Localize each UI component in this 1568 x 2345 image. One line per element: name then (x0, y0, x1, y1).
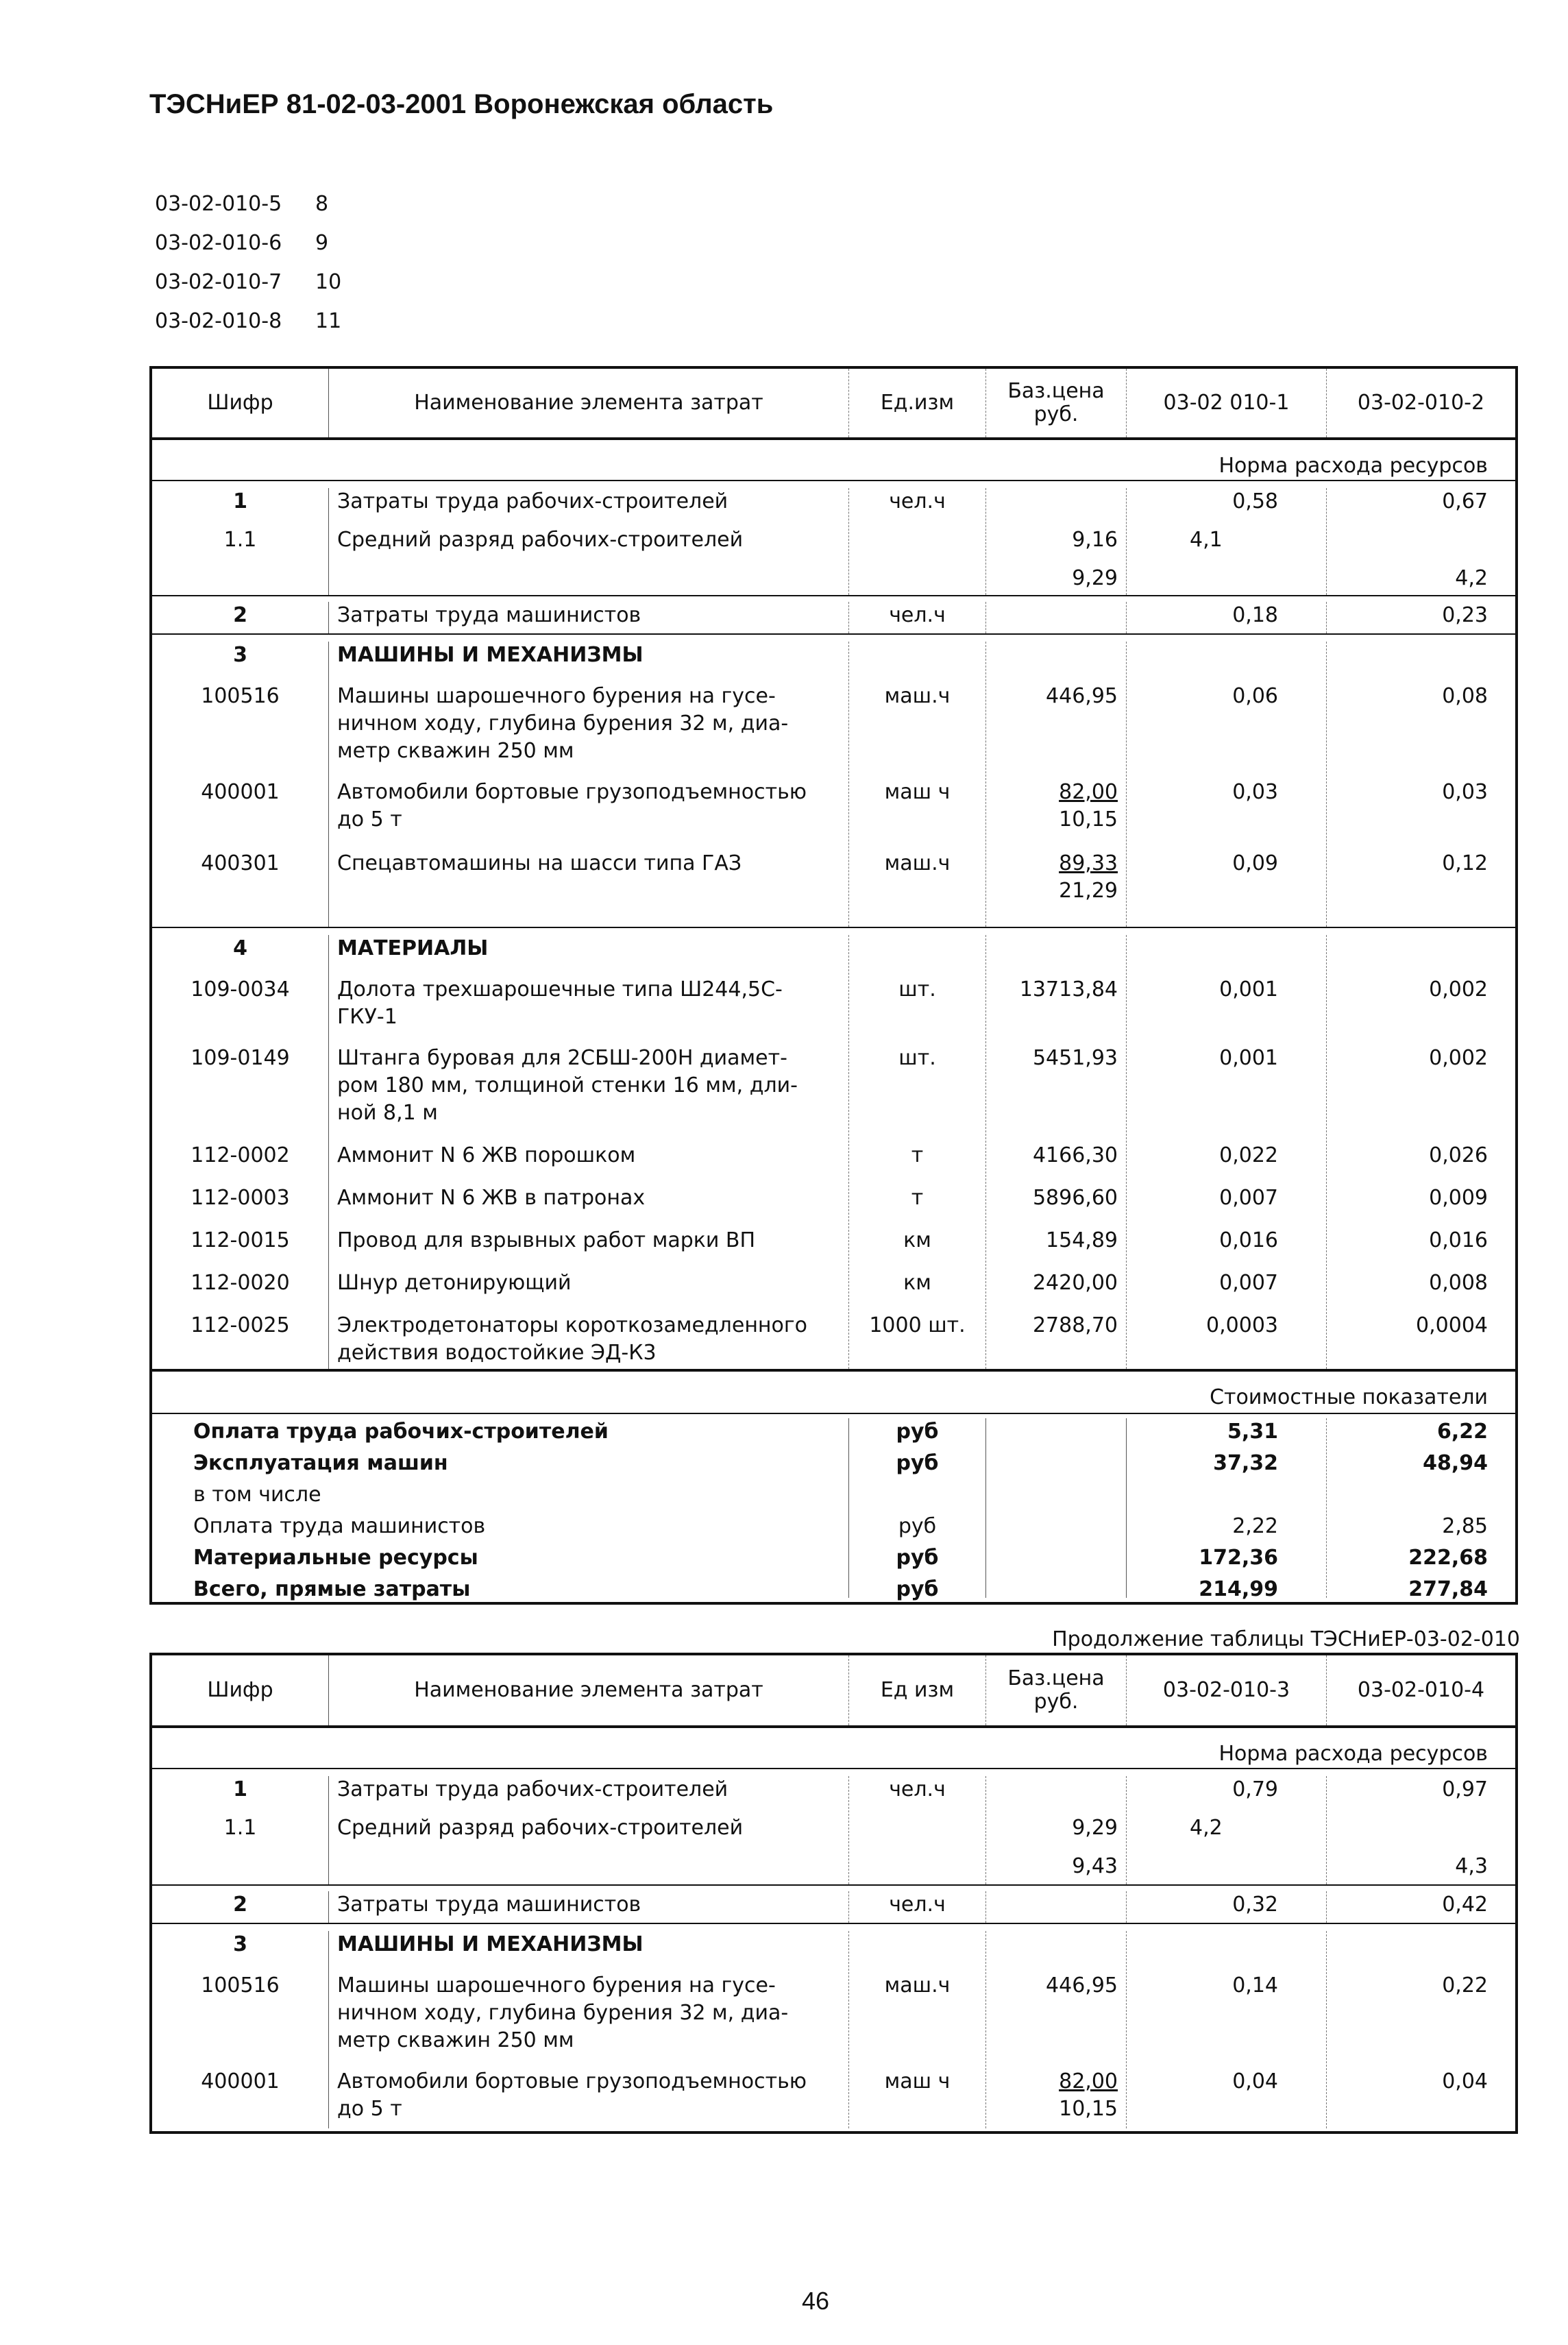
row-code: 4 (233, 936, 247, 960)
row-price: 154,89 (1046, 1228, 1118, 1252)
header-unit: Ед.изм (848, 369, 985, 437)
row-name: Долота трехшарошечные типа Ш244,5С- (337, 977, 783, 1001)
row-value-a: 0,001 (1219, 977, 1278, 1001)
row-price: 9,29 (1072, 566, 1118, 590)
row-code: 3 (233, 643, 247, 667)
header-col-a: 03-02 010-1 (1126, 369, 1326, 437)
row-name: Затраты труда машинистов (337, 1893, 641, 1917)
header-price-line1: Баз.цена (1007, 1666, 1105, 1690)
row-price-secondary: 21,29 (1059, 879, 1118, 903)
row-price: 9,29 (1072, 1816, 1118, 1840)
row-code: 109-0034 (191, 977, 290, 1001)
code: 03-02-010-6 (155, 231, 282, 255)
row-unit: км (903, 1271, 931, 1295)
row-name: ром 180 мм, толщиной стенки 16 мм, дли- (337, 1073, 798, 1097)
row-name: Средний разряд рабочих-строителей (337, 1816, 744, 1840)
cost-label: в том числе (193, 1483, 321, 1507)
header-col-b: 03-02-010-2 (1326, 369, 1515, 437)
code-number: 11 (315, 309, 342, 333)
header-price-line1: Баз.цена (1007, 379, 1105, 403)
row-price: 446,95 (1046, 1973, 1118, 1997)
row-name: Шнур детонирующий (337, 1271, 572, 1295)
header-name: Наименование элемента затрат (328, 1655, 848, 1725)
row-name: Провод для взрывных работ марки ВП (337, 1228, 756, 1252)
row-value-b: 0,002 (1429, 1046, 1488, 1070)
row-value-a: 0,022 (1219, 1143, 1278, 1167)
row-price: 446,95 (1046, 684, 1118, 708)
row-value-b: 0,016 (1429, 1228, 1488, 1252)
row-code: 112-0002 (191, 1143, 290, 1167)
code-list-item (155, 230, 341, 269)
row-code: 109-0149 (191, 1046, 290, 1070)
row-value-b: 0,22 (1442, 1973, 1488, 1997)
code-list-item (155, 269, 341, 308)
row-unit: шт. (898, 1046, 936, 1070)
page-title: ТЭСНиЕР 81-02-03-2001 Воронежская область (149, 89, 774, 119)
row-value-b: 0,67 (1442, 489, 1488, 513)
row-code: 112-0025 (191, 1313, 290, 1337)
cost-value-a: 214,99 (1199, 1577, 1278, 1601)
row-code: 100516 (201, 1973, 280, 1997)
row-value-a: 0,001 (1219, 1046, 1278, 1070)
row-value-a: 0,79 (1232, 1777, 1278, 1801)
row-price: 2788,70 (1032, 1313, 1118, 1337)
row-value-b: 0,04 (1442, 2069, 1488, 2093)
row-value-b: 0,0004 (1416, 1313, 1488, 1337)
row-value-a: 0,14 (1232, 1973, 1278, 1997)
header-price (985, 1655, 1126, 1725)
row-name: до 5 т (337, 2097, 402, 2121)
row-value-a: 0,007 (1219, 1271, 1278, 1295)
row-price-secondary: 10,15 (1059, 807, 1118, 831)
header-price-line2: руб. (1033, 1690, 1079, 1714)
row-name: ной 8,1 м (337, 1101, 438, 1125)
row-unit: т (911, 1143, 924, 1167)
row-value-b: 0,23 (1442, 603, 1488, 627)
row-value-a: 0,016 (1219, 1228, 1278, 1252)
row-name: Спецавтомашины на шасси типа ГАЗ (337, 851, 742, 875)
section-title: МАТЕРИАЛЫ (337, 936, 489, 960)
row-unit: чел.ч (889, 489, 946, 513)
row-name: Штанга буровая для 2СБШ-200Н диамет- (337, 1046, 787, 1070)
row-unit: т (911, 1186, 924, 1210)
cost-band-label: Стоимостные показатели (1210, 1385, 1488, 1409)
row-name: Затраты труда рабочих-строителей (337, 1777, 728, 1801)
header-col-b: 03-02-010-4 (1326, 1655, 1515, 1725)
section-title: МАШИНЫ И МЕХАНИЗМЫ (337, 643, 644, 667)
cost-value-a: 2,22 (1232, 1514, 1278, 1538)
row-unit: 1000 шт. (869, 1313, 966, 1337)
row-value-a: 0,32 (1232, 1893, 1278, 1917)
row-value-b: 0,026 (1429, 1143, 1488, 1167)
section-title: МАШИНЫ И МЕХАНИЗМЫ (337, 1932, 644, 1956)
norm-band-label: Норма расхода ресурсов (1218, 1742, 1488, 1766)
row-unit: чел.ч (889, 1893, 946, 1917)
section-materials (152, 927, 1515, 1369)
row-name: метр скважин 250 мм (337, 2028, 574, 2052)
row-price: 5451,93 (1032, 1046, 1118, 1070)
cost-label: Материальные ресурсы (193, 1546, 478, 1570)
row-unit: маш ч (884, 2069, 951, 2093)
cost-value-b: 48,94 (1423, 1451, 1488, 1475)
section-machines (152, 1923, 1515, 2128)
code-number: 9 (315, 231, 329, 255)
cost-value-a: 5,31 (1227, 1420, 1278, 1444)
cost-unit: руб (896, 1451, 939, 1475)
row-unit: чел.ч (889, 1777, 946, 1801)
row-code: 1.1 (223, 1816, 257, 1840)
table-row (152, 1768, 1515, 1884)
resource-table-1 (149, 366, 1518, 1605)
row-name: Аммонит N 6 ЖВ в патронах (337, 1186, 646, 1210)
row-value-b: 0,008 (1429, 1271, 1488, 1295)
row-name: Автомобили бортовые грузоподъемностью (337, 780, 807, 804)
row-price: 89,33 (1059, 851, 1118, 875)
row-name: Затраты труда машинистов (337, 603, 641, 627)
table-header (152, 369, 1515, 437)
row-name: Аммонит N 6 ЖВ порошком (337, 1143, 636, 1167)
row-code: 1.1 (223, 528, 257, 552)
row-code: 112-0015 (191, 1228, 290, 1252)
row-value-a: 0,06 (1232, 684, 1278, 708)
row-value-a: 0,04 (1232, 2069, 1278, 2093)
row-value-b: 0,12 (1442, 851, 1488, 875)
cost-value-b: 6,22 (1436, 1420, 1488, 1444)
cost-unit: руб (896, 1546, 939, 1570)
row-name: до 5 т (337, 807, 402, 831)
row-code: 3 (233, 1932, 247, 1956)
row-code: 400001 (201, 2069, 280, 2093)
row-price: 9,16 (1072, 528, 1118, 552)
cost-label: Эксплуатация машин (193, 1451, 448, 1475)
row-code: 112-0020 (191, 1271, 290, 1295)
cost-unit: руб (896, 1420, 939, 1444)
code-list (155, 191, 341, 347)
row-name: Машины шарошечного бурения на гусе- (337, 1973, 776, 1997)
norm-band (152, 1725, 1515, 1768)
row-value-a: 0,0003 (1206, 1313, 1278, 1337)
norm-band (152, 437, 1515, 480)
cost-value-a: 37,32 (1213, 1451, 1278, 1475)
row-name: действия водостойкие ЭД-К3 (337, 1341, 657, 1365)
row-unit: шт. (898, 977, 936, 1001)
code-number: 8 (315, 192, 329, 216)
row-price: 82,00 (1059, 780, 1118, 804)
row-name: метр скважин 250 мм (337, 739, 574, 763)
cost-label: Всего, прямые затраты (193, 1577, 471, 1601)
row-value-a: 0,03 (1232, 780, 1278, 804)
row-price: 2420,00 (1032, 1271, 1118, 1295)
row-value-b: 0,97 (1442, 1777, 1488, 1801)
code: 03-02-010-5 (155, 192, 282, 216)
header-name: Наименование элемента затрат (328, 369, 848, 437)
row-code: 400001 (201, 780, 280, 804)
row-value-b: 0,42 (1442, 1893, 1488, 1917)
row-price: 82,00 (1059, 2069, 1118, 2093)
row-price: 5896,60 (1032, 1186, 1118, 1210)
cost-value-b: 222,68 (1408, 1546, 1488, 1570)
row-value-a: 4,2 (1190, 1816, 1223, 1840)
row-unit: маш ч (884, 780, 951, 804)
cost-unit: руб (898, 1514, 937, 1538)
page-number: 46 (802, 2287, 830, 2315)
continuation-label: Продолжение таблицы ТЭСНиЕР-03-02-010 (1052, 1627, 1520, 1651)
row-value-a: 0,09 (1232, 851, 1278, 875)
row-price: 13713,84 (1019, 977, 1118, 1001)
resource-table-2 (149, 1653, 1518, 2134)
row-price-secondary: 10,15 (1059, 2097, 1118, 2121)
row-name: Автомобили бортовые грузоподъемностью (337, 2069, 807, 2093)
row-code: 100516 (201, 684, 280, 708)
row-value-a: 0,58 (1232, 489, 1278, 513)
row-value-b: 4,3 (1455, 1854, 1488, 1878)
table-row (152, 480, 1515, 595)
row-value-b: 0,08 (1442, 684, 1488, 708)
header-code: Шифр (207, 391, 273, 415)
row-value-a: 0,18 (1232, 603, 1278, 627)
code-list-item (155, 308, 341, 347)
row-unit: маш.ч (884, 1973, 951, 1997)
cost-value-b: 277,84 (1408, 1577, 1488, 1601)
norm-band-label: Норма расхода ресурсов (1218, 454, 1488, 478)
row-unit: км (903, 1228, 931, 1252)
row-code: 112-0003 (191, 1186, 290, 1210)
row-name: ГКУ-1 (337, 1005, 397, 1029)
row-value-b: 0,03 (1442, 780, 1488, 804)
row-value-b: 0,009 (1429, 1186, 1488, 1210)
header-price-line2: руб. (1033, 402, 1079, 426)
row-value-b: 0,002 (1429, 977, 1488, 1001)
row-name: Затраты труда рабочих-строителей (337, 489, 728, 513)
section-machines (152, 633, 1515, 927)
cost-summary (152, 1413, 1515, 1601)
code-number: 10 (315, 270, 342, 294)
row-name: ничном ходу, глубина бурения 32 м, диа- (337, 712, 789, 736)
table-header (152, 1655, 1515, 1725)
row-value-a: 0,007 (1219, 1186, 1278, 1210)
header-price (985, 369, 1126, 437)
cost-label: Оплата труда машинистов (193, 1514, 486, 1538)
header-col-a: 03-02-010-3 (1126, 1655, 1326, 1725)
row-code: 1 (233, 1777, 247, 1801)
row-name: ничном ходу, глубина бурения 32 м, диа- (337, 2001, 789, 2025)
row-price: 4166,30 (1032, 1143, 1118, 1167)
row-name: Электродетонаторы короткозамедленного (337, 1313, 808, 1337)
row-name: Средний разряд рабочих-строителей (337, 528, 744, 552)
row-code: 2 (233, 1893, 247, 1917)
header-unit: Ед изм (848, 1655, 985, 1725)
row-unit: маш.ч (884, 851, 951, 875)
cost-value-b: 2,85 (1442, 1514, 1488, 1538)
row-value-a: 4,1 (1190, 528, 1223, 552)
cost-unit: руб (896, 1577, 939, 1601)
table-row (152, 1884, 1515, 1923)
cost-label: Оплата труда рабочих-строителей (193, 1420, 609, 1444)
row-unit: чел.ч (889, 603, 946, 627)
cost-band (152, 1369, 1515, 1413)
row-value-b: 4,2 (1455, 566, 1488, 590)
cost-value-a: 172,36 (1199, 1546, 1278, 1570)
header-code: Шифр (207, 1678, 273, 1702)
code: 03-02-010-8 (155, 309, 282, 333)
row-name: Машины шарошечного бурения на гусе- (337, 684, 776, 708)
table-row (152, 595, 1515, 633)
code-list-item (155, 191, 341, 230)
row-code: 1 (233, 489, 247, 513)
row-unit: маш.ч (884, 684, 951, 708)
row-price: 9,43 (1072, 1854, 1118, 1878)
row-code: 400301 (201, 851, 280, 875)
row-code: 2 (233, 603, 247, 627)
code: 03-02-010-7 (155, 270, 282, 294)
